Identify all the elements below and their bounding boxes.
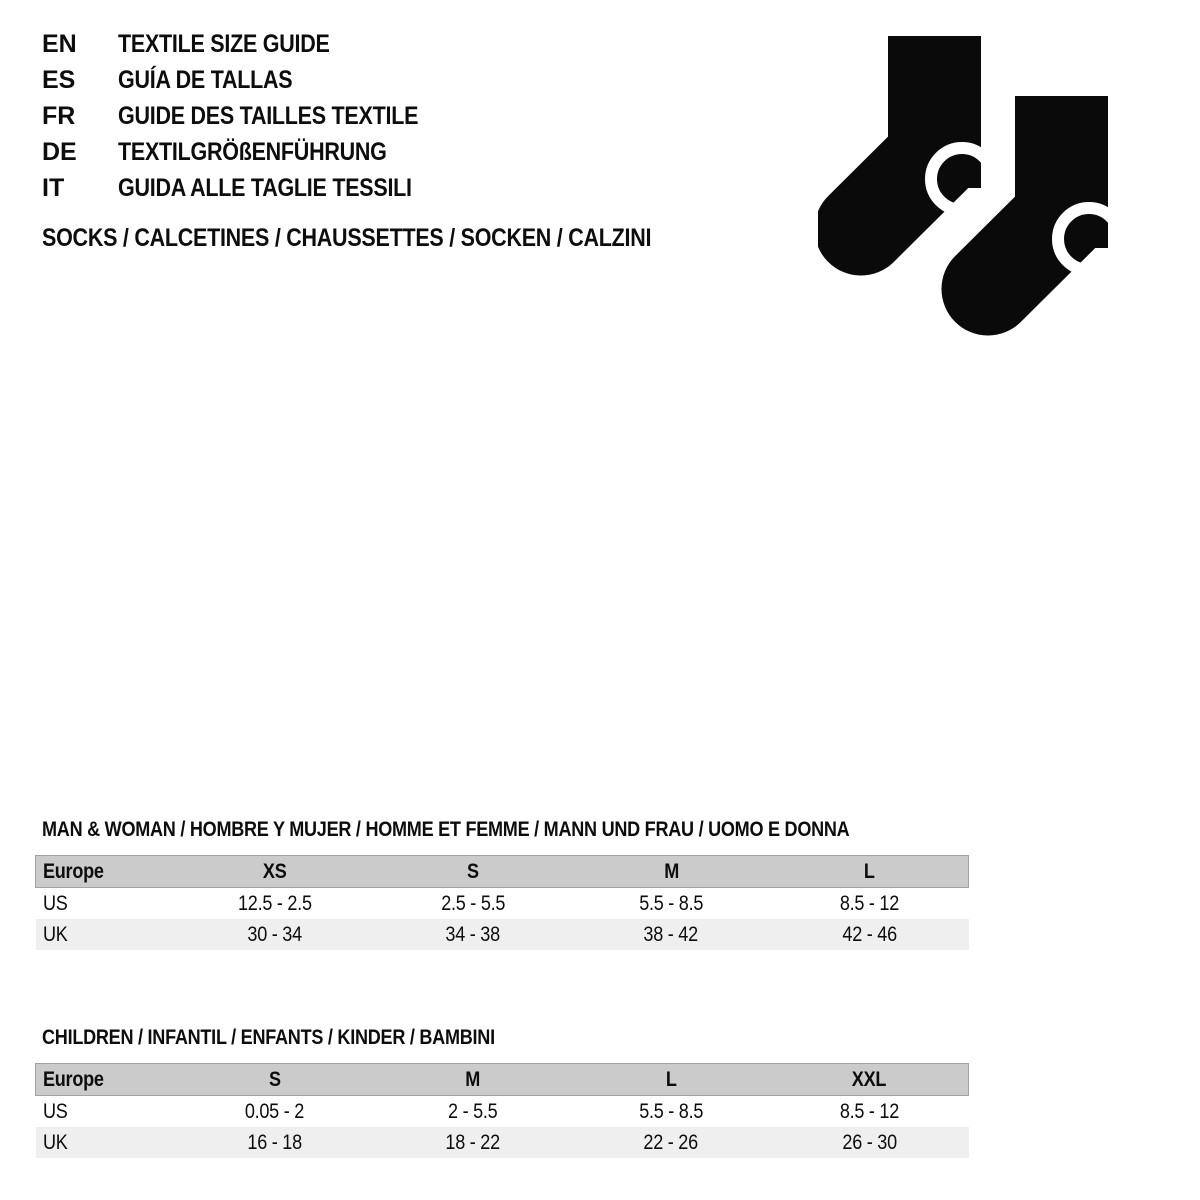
size-table-men-women — [35, 818, 969, 950]
column-header-size-l: L — [572, 1064, 770, 1096]
column-header-size-m: M — [374, 1064, 572, 1096]
size-value: 0.05 - 2 — [245, 1099, 305, 1123]
size-value: 8.5 - 12 — [839, 1099, 899, 1123]
column-header-size-xxl: XXL — [770, 1064, 968, 1096]
row-label: UK — [42, 1130, 68, 1154]
column-header-region: Europe — [36, 1064, 176, 1096]
socks-icon — [818, 28, 1128, 350]
column-header-size-xs: XS — [176, 856, 374, 888]
size-value: 5.5 - 8.5 — [639, 1099, 704, 1123]
lang-code-es: ES — [42, 65, 76, 94]
lang-code-fr: FR — [42, 101, 76, 130]
row-label: US — [42, 1099, 68, 1123]
column-header-size-s: S — [374, 856, 572, 888]
table-title-children: CHILDREN / INFANTIL / ENFANTS / KINDER / BAMBINI — [42, 1026, 495, 1049]
lang-code-it: IT — [42, 173, 65, 202]
column-header-size-s: S — [176, 1064, 374, 1096]
size-value: 5.5 - 8.5 — [639, 891, 704, 915]
table-title-men-women: MAN & WOMAN / HOMBRE Y MUJER / HOMME ET FEMME / MANN UND FRAU / UOMO E DONNA — [42, 818, 850, 841]
lang-code-en: EN — [42, 29, 77, 58]
lang-label-fr: GUIDE DES TAILLES TEXTILE — [118, 101, 419, 130]
lang-row-en — [42, 26, 467, 62]
size-value: 38 - 42 — [643, 922, 699, 946]
size-table-children — [35, 1026, 969, 1158]
table-header-row — [36, 1064, 969, 1096]
size-value: 22 - 26 — [643, 1130, 699, 1154]
lang-row-it — [42, 170, 467, 206]
size-value: 2.5 - 5.5 — [440, 891, 505, 915]
lang-label-es: GUÍA DE TALLAS — [118, 65, 293, 94]
size-value: 8.5 - 12 — [839, 891, 899, 915]
lang-label-de: TEXTILGRÖßENFÜHRUNG — [118, 137, 387, 166]
size-table — [35, 855, 969, 950]
product-category-line — [42, 224, 750, 253]
row-label: UK — [42, 922, 68, 946]
size-value: 42 - 46 — [842, 922, 897, 946]
size-value: 26 - 30 — [842, 1130, 897, 1154]
lang-label-it: GUIDA ALLE TAGLIE TESSILI — [118, 173, 412, 202]
lang-row-fr — [42, 98, 467, 134]
column-header-region: Europe — [36, 856, 176, 888]
table-row-uk — [36, 1127, 969, 1158]
product-category-text: SOCKS / CALCETINES / CHAUSSETTES / SOCKEN / CALZINI — [42, 224, 652, 252]
table-row-us — [36, 1096, 969, 1128]
table-row-uk — [36, 919, 969, 950]
row-label: US — [42, 891, 68, 915]
lang-code-de: DE — [42, 137, 77, 166]
lang-row-es — [42, 62, 467, 98]
column-header-size-m: M — [572, 856, 770, 888]
size-value: 16 - 18 — [247, 1130, 302, 1154]
size-value: 34 - 38 — [445, 922, 501, 946]
lang-label-en: TEXTILE SIZE GUIDE — [118, 29, 330, 58]
size-value: 30 - 34 — [247, 922, 302, 946]
size-table — [35, 1063, 969, 1158]
column-header-size-l: L — [770, 856, 968, 888]
language-legend — [42, 26, 467, 206]
table-header-row — [36, 856, 969, 888]
size-value: 12.5 - 2.5 — [237, 891, 312, 915]
table-row-us — [36, 888, 969, 920]
size-value: 18 - 22 — [445, 1130, 501, 1154]
lang-row-de — [42, 134, 467, 170]
size-value: 2 - 5.5 — [448, 1099, 498, 1123]
